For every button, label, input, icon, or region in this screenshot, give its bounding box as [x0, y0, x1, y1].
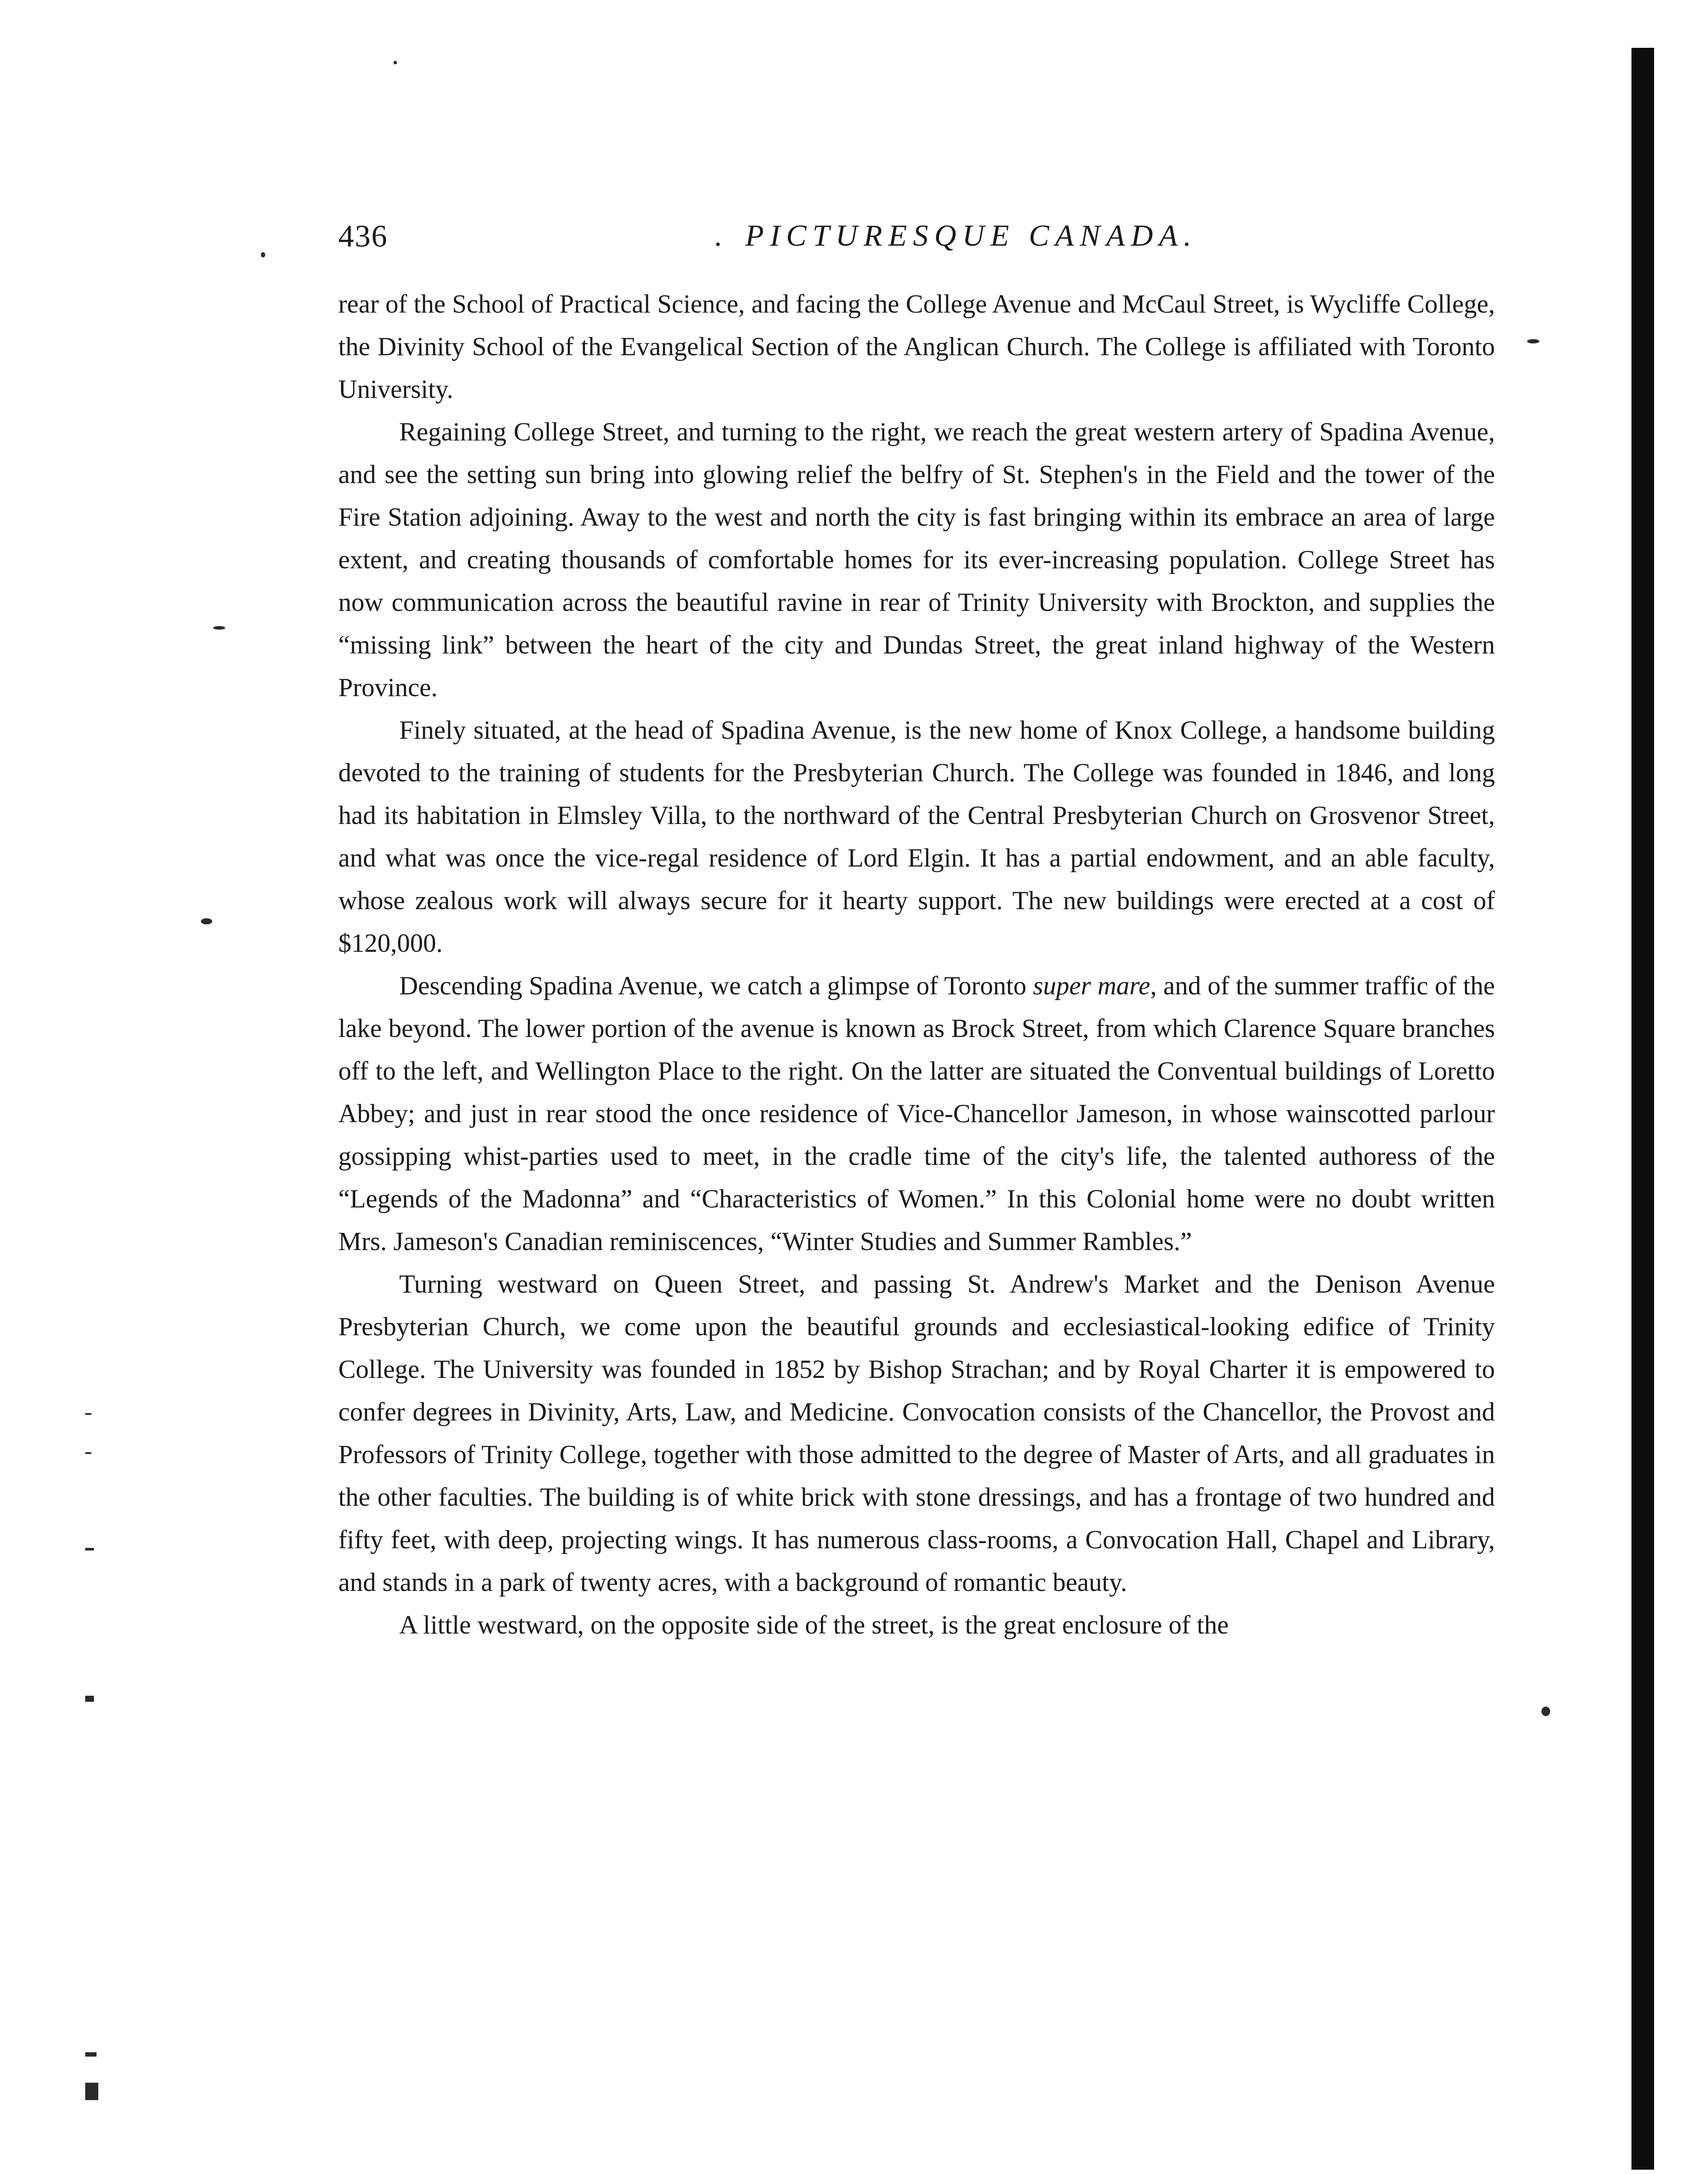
- paragraph-descending-spadina-start: Descending Spadina Avenue, we catch a glimpse of Toronto: [399, 971, 1033, 1000]
- scan-speck: [213, 626, 225, 630]
- paragraph-descending-spadina-end: , and of the summer traffic of the lake beyond. The lower portion of the avenue is known as Brock Street, from which Clarence Square branches off to the left, and Wellington Place to the right. On the latter are situated the Conventual buildings of Loretto Abbey; and just in rear stood the once residence of Vice-Chancellor Jameson, in whose wainscotted parlour gossipping whist-parties used to meet, in the cradle time of the city's life, the talented authoress of the “Legends of the Madonna” and “Characteristics of Women.” In this Colonial home were no doubt written Mrs. Jameson's Canadian reminiscences, “Winter Studies and Summer Rambles.”: [338, 971, 1495, 1256]
- page-number: 436: [338, 219, 388, 253]
- scan-speck: [1541, 1707, 1550, 1716]
- scan-dash: [85, 2052, 97, 2057]
- scan-dash: [85, 2083, 98, 2100]
- paragraph-wycliffe-college: rear of the School of Practical Science, and facing the College Avenue and McCaul Street, is Wycliffe College, the Divinity School of the Evangelical Section of the Anglican Church. The College is affiliated with Toronto University.: [338, 290, 1495, 403]
- scan-dash: [85, 1548, 94, 1550]
- running-head-title: PICTURESQUE CANADA.: [745, 219, 1198, 253]
- running-head: [338, 212, 1495, 260]
- scan-dash: [85, 1452, 91, 1454]
- running-head-dot: .: [714, 219, 728, 253]
- scan-speck: [1527, 339, 1539, 343]
- paragraph-knox-college: Finely situated, at the head of Spadina Avenue, is the new home of Knox College, a handsome building devoted to the training of students for the Presbyterian Church. The College was founded in 1846, and long had its habitation in Elmsley Villa, to the northward of the Central Presbyterian Church on Grosvenor Street, and what was once the vice-regal residence of Lord Elgin. It has a partial endowment, and an able faculty, whose zealous work will always secure for it hearty support. The new buildings were erected at a cost of $120,000.: [338, 716, 1495, 957]
- paragraph-trinity-college: Turning westward on Queen Street, and passing St. Andrew's Market and the Denison Avenue Presbyterian Church, we come upon the beautiful grounds and ecclesiastical-looking edifice of Trinity College. The University was founded in 1852 by Bishop Strachan; and by Royal Charter it is empowered to confer degrees in Divinity, Arts, Law, and Medicine. Convocation consists of the Chancellor, the Provost and Professors of Trinity College, together with those admitted to the degree of Master of Arts, and all graduates in the other faculties. The building is of white brick with stone dressings, and has a frontage of two hundred and fifty feet, with deep, projecting wings. It has numerous class-rooms, a Convocation Hall, Chapel and Library, and stands in a park of twenty acres, with a background of romantic beauty.: [338, 1270, 1495, 1597]
- paragraph-descending-spadina: [338, 964, 1495, 1263]
- paragraph-westward-enclosure: A little westward, on the opposite side of the street, is the great enclosure of the: [399, 1610, 1229, 1639]
- paragraph-spadina-avenue: Regaining College Street, and turning to the right, we reach the great western artery of Spadina Avenue, and see the setting sun bring into glowing relief the belfry of St. Stephen's in the Field and the tower of the Fire Station adjoining. Away to the west and north the city is fast bringing within its embrace an area of large extent, and creating thousands of comfortable homes for its ever-increasing population. College Street has now communication across the beautiful ravine in rear of Trinity University with Brockton, and supplies the “missing link” between the heart of the city and Dundas Street, the great inland highway of the Western Province.: [338, 417, 1495, 702]
- scan-speck: [201, 918, 212, 924]
- scan-edge-bar: [1631, 48, 1654, 2170]
- scan-dash: [85, 1413, 91, 1415]
- page-header: [338, 212, 1495, 260]
- scan-speck: [394, 61, 397, 64]
- body-text: [338, 283, 1495, 1646]
- scan-speck: [261, 252, 265, 257]
- scan-dash: [85, 1696, 94, 1702]
- italic-super-mare: super mare: [1033, 971, 1151, 1000]
